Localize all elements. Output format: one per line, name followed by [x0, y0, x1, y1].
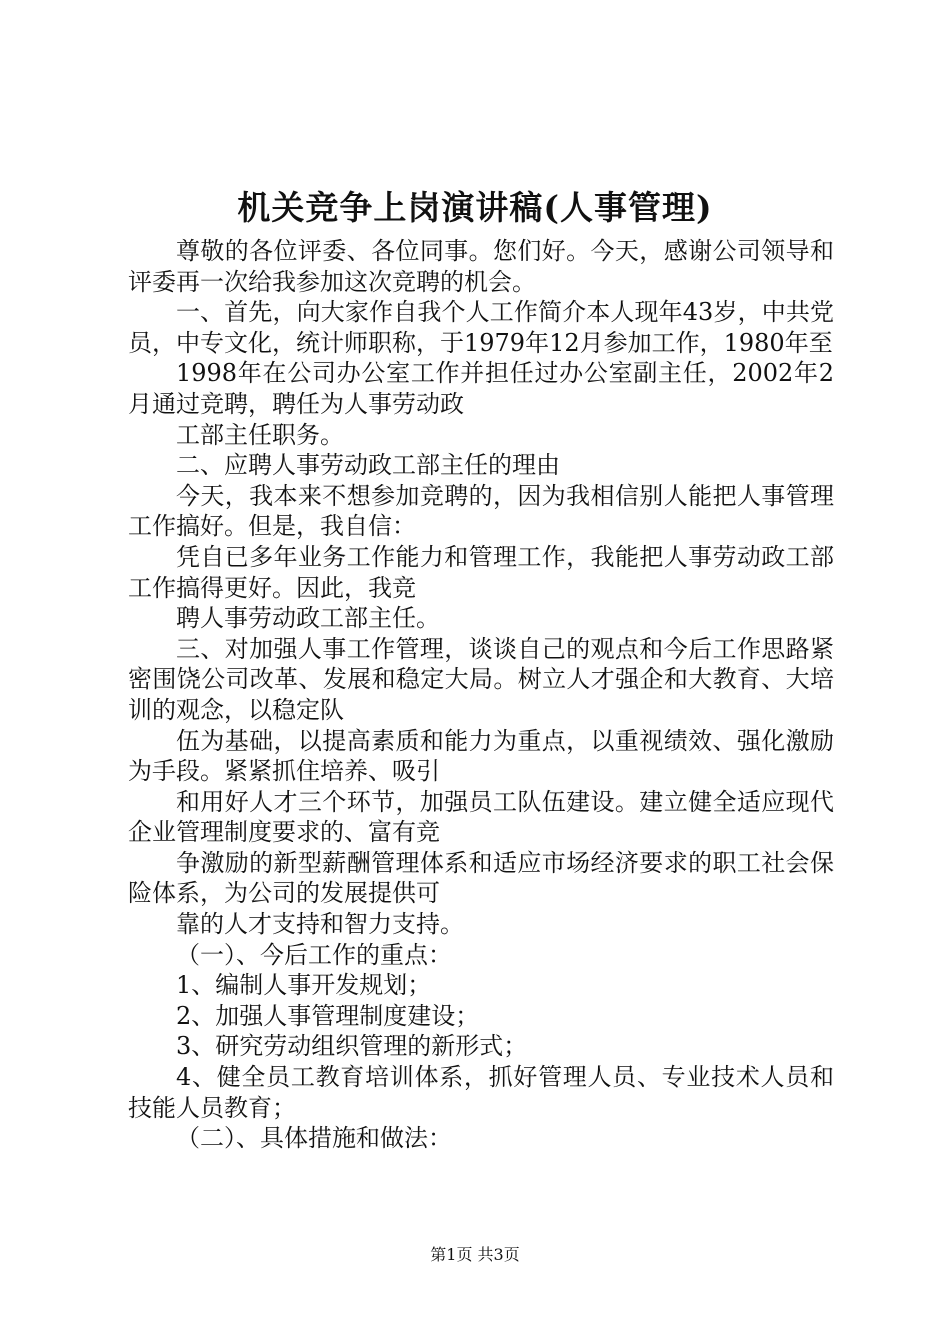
- paragraph: 4、健全员工教育培训体系，抓好管理人员、专业技术人员和技能人员教育；: [128, 1063, 834, 1122]
- paragraph: 今天，我本来不想参加竞聘的，因为我相信别人能把人事管理工作搞好。但是，我自信：: [128, 481, 834, 541]
- paragraph: 二、应聘人事劳动政工部主任的理由: [176, 451, 560, 480]
- paragraph: 工部主任职务。: [176, 420, 344, 449]
- paragraph: 凭自已多年业务工作能力和管理工作，我能把人事劳动政工部工作搞得更好。因此，我竞: [128, 542, 834, 602]
- paragraph: 争激励的新型薪酬管理体系和适应市场经济要求的职工社会保险体系，为公司的发展提供可: [128, 848, 834, 908]
- paragraph: 尊敬的各位评委、各位同事。您们好。今天，感谢公司领导和评委再一次给我参加这次竞聘的机会。: [128, 237, 834, 296]
- paragraph: 伍为基础，以提高素质和能力为重点，以重视绩效、强化激励为手段。紧紧抓住培养、吸引: [128, 726, 834, 786]
- paragraph: 和用好人才三个环节，加强员工队伍建设。建立健全适应现代企业管理制度要求的、富有竞: [128, 787, 834, 847]
- document-body: [128, 236, 834, 1154]
- paragraph: 1998年在公司办公室工作并担任过办公室副主任，2002年2月通过竞聘，聘任为人事劳动政: [128, 359, 834, 418]
- paragraph: 2、加强人事管理制度建设；: [176, 1001, 480, 1030]
- paragraph: 三、对加强人事工作管理，谈谈自己的观点和今后工作思路紧密围饶公司改革、发展和稳定大局。树立人才强企和大教育、大培训的观念，以稳定队: [128, 634, 834, 724]
- paragraph: 3、研究劳动组织管理的新形式；: [176, 1032, 528, 1061]
- paragraph: 靠的人才支持和智力支持。: [176, 910, 464, 939]
- paragraph: 聘人事劳动政工部主任。: [176, 604, 440, 633]
- paragraph: （二）、具体措施和做法：: [176, 1124, 452, 1153]
- document-title: 机关竞争上岗演讲稿(人事管理): [237, 188, 713, 227]
- paragraph: 一、首先，向大家作自我个人工作简介本人现年43岁，中共党员，中专文化，统计师职称，于1979年12月参加工作，1980年至: [128, 298, 834, 357]
- page-footer: 第1页 共3页: [430, 1245, 520, 1264]
- paragraph: 1、编制人事开发规划；: [176, 971, 432, 1000]
- paragraph: （一）、今后工作的重点：: [176, 940, 452, 969]
